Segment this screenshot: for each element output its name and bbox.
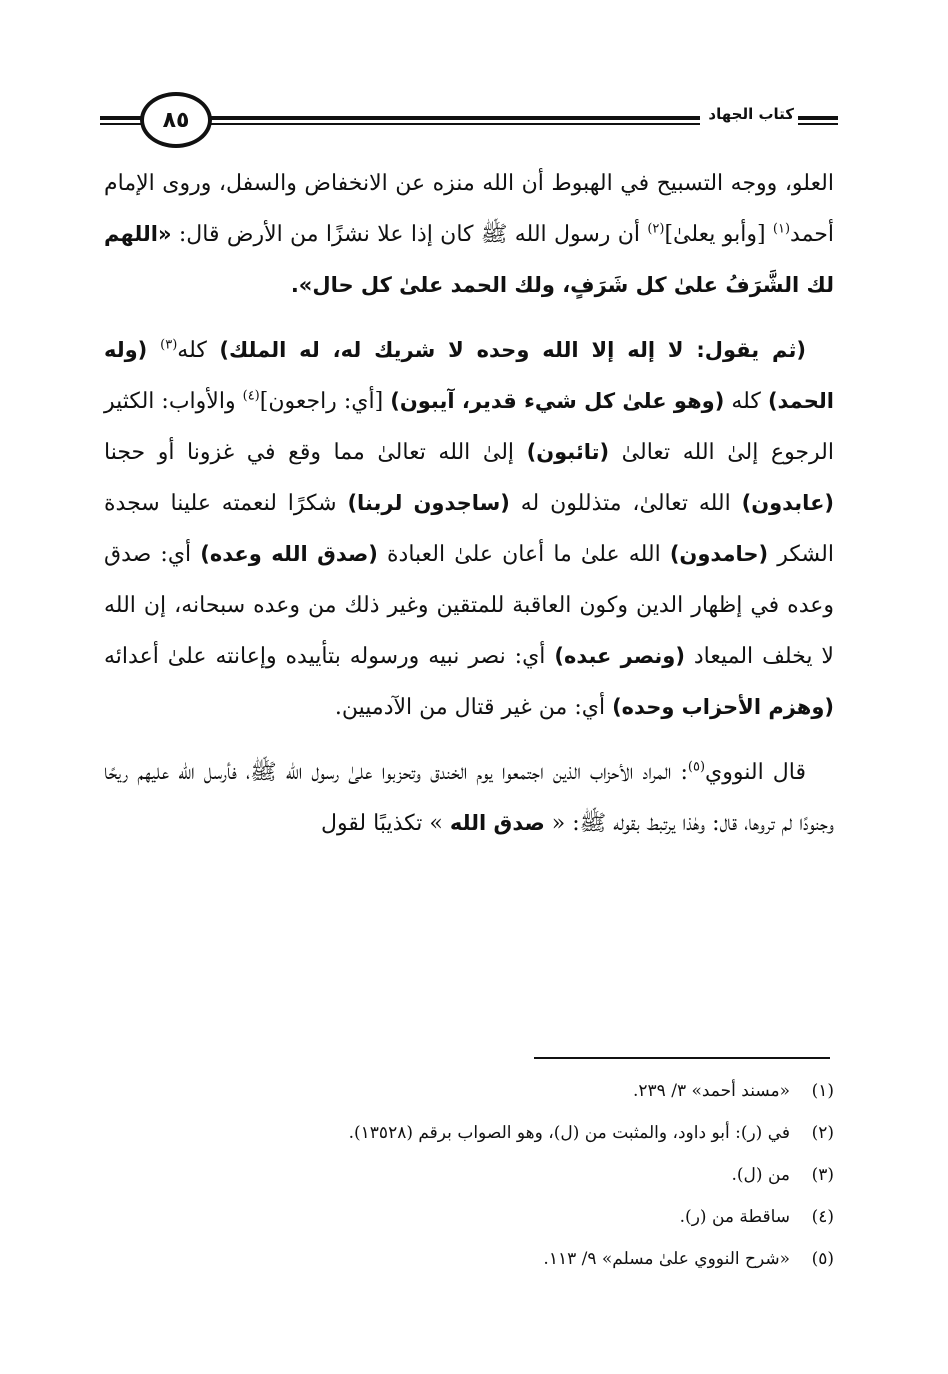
text-span: [أي: راجعون] bbox=[259, 389, 391, 414]
footnote-text: من (ل). bbox=[731, 1165, 790, 1185]
hadith-quote: (ونصر عبده) bbox=[554, 644, 685, 668]
running-title: كتاب الجهاد bbox=[708, 105, 794, 123]
footnote-number: (٣) bbox=[811, 1165, 834, 1185]
text-span: أي: صدق وعده في إظهار الدين وكون العاقبة للمتقين وغير ذلك من وعده سبحانه، إن الله لا يخلف الميعاد bbox=[104, 542, 834, 669]
header-rule-thick bbox=[210, 116, 700, 120]
footnote-number: (٢) bbox=[811, 1123, 834, 1143]
footnote-ref-1[interactable]: (١) bbox=[772, 221, 791, 237]
footnote-number: (٤) bbox=[811, 1207, 834, 1227]
paragraph-2 bbox=[104, 325, 834, 733]
text-span: والأواب: الكثير الرجوع إلىٰ الله تعالىٰ bbox=[104, 389, 834, 465]
text-span: الله تعالىٰ، متذللون له bbox=[509, 491, 742, 516]
footnote-4 bbox=[104, 1196, 834, 1238]
hadith-quote: (ساجدون لربنا) bbox=[347, 491, 510, 515]
footnote-text: في (ر): أبو داود، والمثبت من (ل)، وهو الصواب برقم (١٣٥٢٨). bbox=[348, 1123, 790, 1143]
paragraph-1 bbox=[104, 158, 834, 311]
page-header bbox=[100, 92, 838, 148]
text-span: شكرًا لنعمته علينا سجدة الشكر bbox=[104, 491, 834, 567]
footnote-ref-5[interactable]: (٥) bbox=[687, 759, 706, 775]
header-rule-right-thick bbox=[798, 116, 838, 120]
footnotes bbox=[104, 1070, 834, 1280]
hadith-quote: (ثم يقول: لا إله إلا الله وحده لا شريك له، له الملك) bbox=[219, 338, 807, 362]
hadith-quote: (وله الحمد) bbox=[104, 338, 834, 413]
header-rule-right-thin bbox=[798, 123, 838, 125]
text-span: » تكذيبًا لقول bbox=[320, 811, 450, 836]
footnote-2 bbox=[104, 1112, 834, 1154]
text-span: أي: من غير قتال من الآدميين. bbox=[334, 695, 613, 720]
footnote-5 bbox=[104, 1238, 834, 1280]
text-span: قال النووي bbox=[705, 760, 806, 785]
text-span: الله علىٰ ما أعان علىٰ العبادة bbox=[377, 542, 670, 567]
hadith-quote: (وهزم الأحزاب وحده) bbox=[612, 695, 834, 719]
text-span: العلو، ووجه التسبيح في الهبوط أن الله منزه عن الانخفاض والسفل، وروى الإمام أحمد bbox=[104, 171, 835, 247]
text-span: إلىٰ الله تعالىٰ مما وقع في غزونا أو حجنا bbox=[104, 440, 527, 465]
text-span: : المراد الأحزاب الذين اجتمعوا يوم الخندق وتحزبوا علىٰ رسول الله ﷺ، فأرسل الله عليهم ريحًا وجنودًا لم تروها، قال: وهٰذا يرتبط بقوله ﷺ: « bbox=[104, 760, 834, 836]
hadith-quote: (عابدون) bbox=[741, 491, 835, 515]
footnote-ref-2[interactable]: (٢) bbox=[647, 221, 665, 237]
hadith-quote: (حامدون) bbox=[669, 542, 769, 566]
footnote-text: ساقطة من (ر). bbox=[679, 1207, 790, 1227]
hadith-quote: صدق الله bbox=[449, 811, 545, 835]
footnote-ref-4[interactable]: (٤) bbox=[242, 388, 260, 404]
text-span: كله bbox=[724, 389, 768, 414]
footnote-1 bbox=[104, 1070, 834, 1112]
header-rule-thin bbox=[210, 123, 700, 125]
footnote-text: «مسند أحمد» ٣/ ٢٣٩. bbox=[632, 1081, 790, 1101]
body-text bbox=[104, 158, 834, 849]
hadith-quote: (صدق الله وعده) bbox=[200, 542, 378, 566]
footnote-number: (١) bbox=[811, 1081, 834, 1101]
footnote-3 bbox=[104, 1154, 834, 1196]
hadith-quote: «اللهم لك الشَّرَفُ علىٰ كل شَرَفٍ، ولك الحمد علىٰ كل حال». bbox=[104, 222, 834, 297]
hadith-quote: (وهو علىٰ كل شيء قدير، آيبون) bbox=[390, 389, 725, 413]
page-number: ٨٥ bbox=[140, 92, 212, 148]
footnote-text: «شرح النووي علىٰ مسلم» ٩/ ١١٣. bbox=[543, 1249, 790, 1269]
footnote-ref-3[interactable]: (٣) bbox=[160, 337, 178, 353]
text-span: [وأبو يعلىٰ] bbox=[664, 222, 773, 247]
text-span: أي: نصر نبيه ورسوله بتأييده وإعانته علىٰ أعدائه bbox=[104, 644, 555, 669]
text-span: أن رسول الله ﷺ كان إذا علا نشزًا من الأرض قال: bbox=[171, 222, 648, 247]
paragraph-3 bbox=[104, 747, 834, 849]
footnote-number: (٥) bbox=[811, 1249, 834, 1269]
footnote-separator bbox=[534, 1057, 830, 1059]
hadith-quote: (تائبون) bbox=[526, 440, 610, 464]
text-span: كله bbox=[177, 338, 220, 363]
